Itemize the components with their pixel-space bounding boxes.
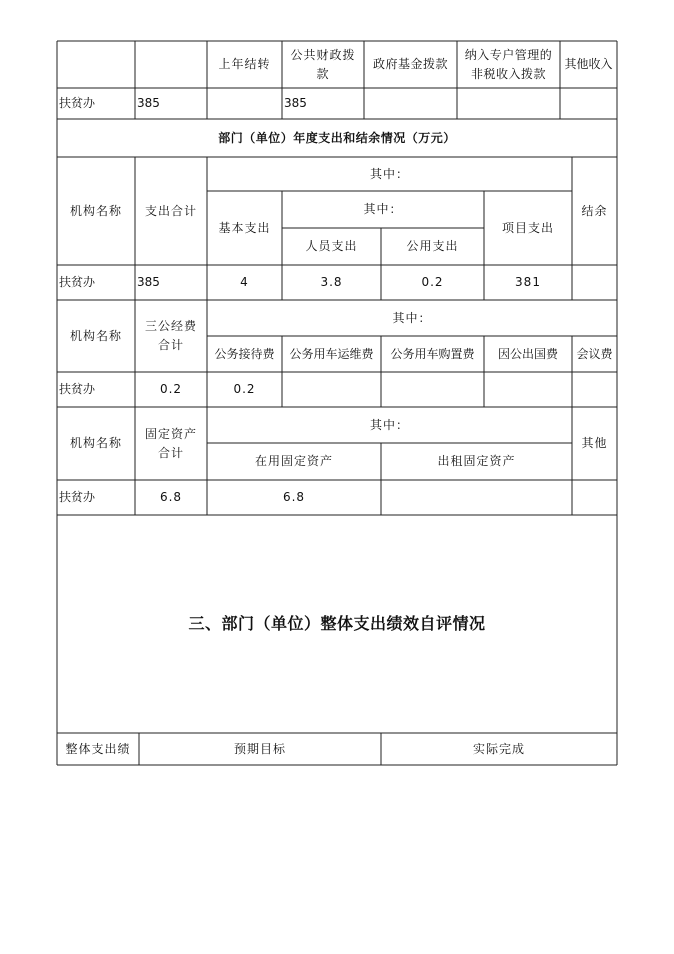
exp-header-personnel: 人员支出: [305, 239, 358, 254]
section3-title: 三、部门（单位）整体支出绩效自评情况: [188, 613, 486, 633]
tp-header-meeting: 会议费: [576, 346, 613, 361]
tp-row-reception: 0.2: [233, 382, 256, 397]
tp-header-abroad: 因公出国费: [497, 346, 558, 361]
fa-header-among: 其中：: [369, 417, 409, 432]
header-prior-year-carryover: 上年结转: [218, 57, 271, 72]
fa-header-total: 固定资产 合计: [144, 426, 197, 460]
income-row-public-funding: 385: [284, 96, 307, 111]
performance-expected: 预期目标: [233, 741, 286, 756]
tp-header-car-purchase: 公务用车购置费: [390, 346, 475, 361]
fa-header-leased: 出租固定资产: [437, 454, 516, 469]
tp-header-org-name: 机构名称: [69, 328, 122, 343]
exp-header-total: 支出合计: [144, 203, 197, 218]
fa-header-org-name: 机构名称: [69, 436, 122, 451]
tp-header-car-operation: 公务用车运维费: [289, 346, 374, 361]
income-row-org: 扶贫办: [59, 96, 96, 111]
tp-header-reception: 公务接待费: [214, 346, 275, 361]
exp-header-among-2: 其中：: [363, 202, 403, 217]
exp-row-project: 381: [515, 275, 541, 290]
exp-header-among: 其中：: [369, 166, 409, 181]
exp-row-basic: 4: [240, 275, 249, 290]
expenditure-section-title: 部门（单位）年度支出和结余情况（万元）: [218, 130, 456, 145]
exp-row-personnel: 3.8: [320, 275, 343, 290]
tp-row-org: 扶贫办: [59, 382, 96, 397]
exp-header-project: 项目支出: [501, 220, 554, 235]
performance-actual: 实际完成: [472, 741, 525, 756]
exp-row-public-use: 0.2: [421, 275, 444, 290]
exp-header-basic: 基本支出: [218, 220, 271, 235]
exp-row-org: 扶贫办: [59, 275, 96, 290]
header-nontax-income-funding: 纳入专户管理的 非税收入拨款: [464, 47, 553, 81]
exp-header-org-name: 机构名称: [69, 203, 122, 218]
header-other-income: 其他收入: [564, 57, 613, 72]
tp-row-total: 0.2: [159, 382, 183, 397]
fa-header-other: 其他: [581, 436, 608, 451]
performance-label: 整体支出绩: [65, 741, 131, 756]
exp-row-total: 385: [137, 275, 160, 290]
header-government-fund-funding: 政府基金拨款: [372, 57, 448, 72]
exp-header-balance: 结余: [581, 203, 608, 218]
exp-header-public-use: 公用支出: [406, 239, 459, 254]
income-row-total: 385: [137, 96, 160, 111]
header-public-finance-funding: 公共财政拨 款: [290, 47, 356, 81]
fa-row-in-use: 6.8: [282, 490, 306, 505]
fa-row-total: 6.8: [159, 490, 183, 505]
tp-header-total: 三公经费 合计: [144, 319, 197, 352]
tp-header-among: 其中：: [392, 310, 432, 325]
fa-header-in-use: 在用固定资产: [254, 454, 333, 469]
fa-row-org: 扶贫办: [59, 490, 96, 505]
